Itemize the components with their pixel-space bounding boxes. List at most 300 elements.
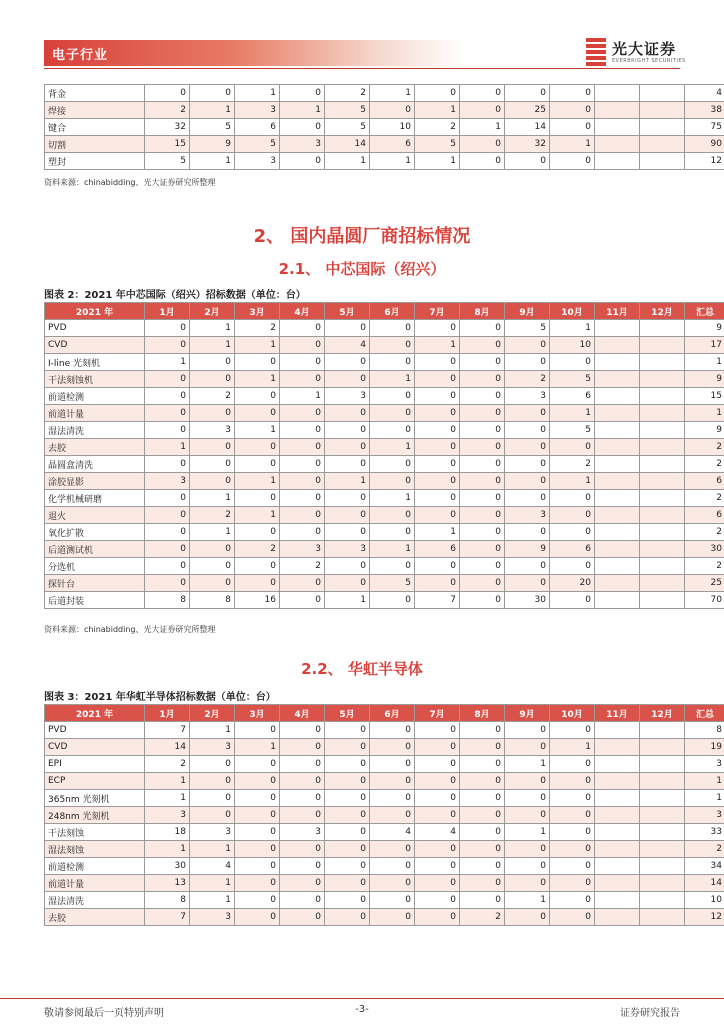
row-label: CVD [45,337,145,354]
table-cell: 0 [235,456,280,473]
row-label: 去胶 [45,909,145,926]
table-row [45,592,724,609]
table-cell [640,473,685,490]
table-cell: 0 [505,405,550,422]
column-header: 5月 [325,303,370,320]
table-cell: 0 [415,790,460,807]
table-cell: 3 [325,388,370,405]
column-header: 汇总 [685,303,724,320]
column-header: 10月 [550,303,595,320]
table-cell: 3 [190,422,235,439]
table-cell: 1 [505,756,550,773]
table-cell: 0 [280,85,325,102]
table-cell: 1 [325,473,370,490]
table-cell: 0 [505,558,550,575]
table-cell: 0 [550,119,595,136]
table-cell [640,773,685,790]
table-cell: 2 [685,439,724,456]
table-cell: 1 [190,490,235,507]
table-cell [595,841,640,858]
table-cell: 5 [550,371,595,388]
table-cell: 14 [325,136,370,153]
table-cell: 1 [145,790,190,807]
table-cell: 0 [505,85,550,102]
table-cell [595,337,640,354]
table-cell: 2 [280,558,325,575]
table-cell: 0 [325,558,370,575]
table-cell: 2 [685,490,724,507]
table-cell: 10 [370,119,415,136]
table-cell: 0 [190,756,235,773]
table-cell: 0 [145,490,190,507]
table-cell [595,371,640,388]
table-cell [640,575,685,592]
table-cell: 6 [685,473,724,490]
table-cell [640,756,685,773]
table-cell [595,507,640,524]
table-cell [595,790,640,807]
footer-report-type: 证券研究报告 [620,1008,680,1019]
footer-divider [0,998,724,999]
table-cell: 0 [235,875,280,892]
row-label: 键合 [45,119,145,136]
table-cell: 3 [280,136,325,153]
table-row [45,507,724,524]
table-cell: 0 [370,102,415,119]
table-cell [640,875,685,892]
table-cell: 0 [325,422,370,439]
table-cell: 10 [685,892,724,909]
table-cell: 1 [190,153,235,170]
table-cell: 1 [190,320,235,337]
table-cell [640,524,685,541]
table-cell [640,422,685,439]
table-cell: 0 [460,892,505,909]
table-cell: 9 [685,422,724,439]
table-cell: 0 [280,756,325,773]
table-cell: 1 [235,507,280,524]
row-label: PVD [45,320,145,337]
table-row [45,875,724,892]
table-cell: 0 [325,456,370,473]
column-header: 11月 [595,303,640,320]
table-cell: 0 [325,909,370,926]
table-cell: 90 [685,136,724,153]
table-cell: 7 [415,592,460,609]
table-cell: 0 [280,337,325,354]
table-cell: 0 [415,507,460,524]
table-cell: 1 [370,541,415,558]
table-cell: 0 [415,858,460,875]
table-cell: 3 [145,807,190,824]
table-cell: 0 [280,422,325,439]
column-header: 9月 [505,705,550,722]
table-cell [595,575,640,592]
column-header: 5月 [325,705,370,722]
row-label: 焊接 [45,102,145,119]
table-cell: 1 [145,439,190,456]
table-cell: 0 [505,722,550,739]
table-row [45,136,724,153]
table-cell: 0 [190,807,235,824]
table-cell: 0 [145,337,190,354]
table-row [45,739,724,756]
table-cell: 32 [505,136,550,153]
table-cell: 0 [460,473,505,490]
table-cell: 6 [415,541,460,558]
page-number: -3- [355,1004,369,1015]
table-cell: 4 [190,858,235,875]
table-cell [595,592,640,609]
table-cell [595,558,640,575]
table-cell: 2 [145,756,190,773]
table-cell [640,153,685,170]
row-label: 背金 [45,85,145,102]
table-cell: 0 [190,790,235,807]
table-cell: 5 [550,422,595,439]
table-cell [640,337,685,354]
table-cell: 9 [685,371,724,388]
table-cell: 4 [685,85,724,102]
column-header: 汇总 [685,705,724,722]
table-cell: 1 [190,722,235,739]
table-row [45,388,724,405]
table-cell [595,388,640,405]
table-cell [640,119,685,136]
table-cell: 0 [460,320,505,337]
table-cell [595,136,640,153]
table-cell: 0 [460,371,505,388]
table-row [45,354,724,371]
column-header: 6月 [370,303,415,320]
table-cell: 1 [550,405,595,422]
table-cell: 0 [415,773,460,790]
table-cell: 0 [280,807,325,824]
row-label: 干法刻蚀 [45,824,145,841]
table-cell: 1 [460,119,505,136]
table-cell: 2 [235,541,280,558]
table-cell: 2 [190,388,235,405]
table-cell: 5 [325,119,370,136]
table-cell: 0 [460,739,505,756]
table-cell: 7 [145,909,190,926]
table-cell: 0 [550,153,595,170]
table-cell: 0 [235,909,280,926]
table-cell: 0 [460,388,505,405]
table-cell: 0 [370,388,415,405]
table-cell: 0 [280,473,325,490]
table-cell: 0 [325,490,370,507]
table-cell: 0 [505,456,550,473]
table-cell [595,473,640,490]
row-label: 分选机 [45,558,145,575]
table-row [45,439,724,456]
table-cell [640,136,685,153]
logo-mark-icon [586,38,606,66]
table-row [45,102,724,119]
table-3-caption: 图表 3：2021 年华虹半导体招标数据（单位：台） [44,692,276,703]
table-cell: 0 [235,405,280,422]
column-header: 7月 [415,303,460,320]
table-row [45,119,724,136]
table-cell [640,592,685,609]
column-header: 2021 年 [45,705,145,722]
table-cell: 0 [235,354,280,371]
table-cell: 3 [685,756,724,773]
table-cell: 0 [280,371,325,388]
row-label: CVD [45,739,145,756]
table-cell: 4 [325,337,370,354]
table-cell: 0 [460,841,505,858]
table-row [45,892,724,909]
table-cell: 0 [505,790,550,807]
table-cell: 0 [190,456,235,473]
table-cell: 0 [550,85,595,102]
table-cell [640,841,685,858]
row-label: 塑封 [45,153,145,170]
table-cell [595,439,640,456]
table-cell: 9 [505,541,550,558]
table-row [45,756,724,773]
table-cell [595,875,640,892]
table-cell [640,858,685,875]
row-label: ECP [45,773,145,790]
table-cell: 0 [325,858,370,875]
table-cell: 0 [505,739,550,756]
table-cell: 1 [685,354,724,371]
header-divider [44,68,680,69]
table-cell: 0 [325,405,370,422]
table-cell: 0 [550,354,595,371]
table-cell [595,858,640,875]
table-row [45,490,724,507]
table-cell [595,807,640,824]
table-cell: 0 [415,456,460,473]
table-cell: 0 [190,541,235,558]
table-cell: 1 [235,337,280,354]
table-row [45,824,724,841]
table-cell: 0 [190,85,235,102]
table-cell: 0 [370,858,415,875]
table-cell: 1 [415,153,460,170]
table-row [45,85,724,102]
table-cell: 0 [505,422,550,439]
column-header: 2月 [190,303,235,320]
table-cell [595,153,640,170]
table-cell: 0 [325,320,370,337]
table-cell: 0 [415,875,460,892]
table-cell: 0 [415,575,460,592]
table-cell: 0 [325,841,370,858]
table-cell: 0 [550,439,595,456]
table-cell: 0 [235,722,280,739]
table-cell: 0 [550,558,595,575]
table-cell: 5 [325,102,370,119]
row-label: 探针台 [45,575,145,592]
row-label: 后道封装 [45,592,145,609]
table-cell [640,807,685,824]
table-cell: 0 [460,354,505,371]
column-header: 9月 [505,303,550,320]
table-cell: 0 [415,909,460,926]
table-cell: 0 [235,575,280,592]
table-cell: 0 [460,858,505,875]
logo-subtext: EVERBRIGHT SECURITIES [612,58,686,64]
table-cell: 17 [685,337,724,354]
source-note-1: 资料来源：chinabidding、光大证券研究所整理 [44,178,216,187]
source-note-2: 资料来源：chinabidding、光大证券研究所整理 [44,625,216,634]
table-cell: 0 [370,422,415,439]
table-cell: 9 [190,136,235,153]
table-cell: 1 [505,892,550,909]
table-cell [595,756,640,773]
table-cell: 0 [145,507,190,524]
table-cell: 0 [190,558,235,575]
table-row [45,790,724,807]
table-cell [595,892,640,909]
table-cell [640,558,685,575]
row-label: 切割 [45,136,145,153]
row-label: 365nm 光刻机 [45,790,145,807]
table-cell: 0 [370,773,415,790]
column-header: 1月 [145,705,190,722]
table-cell: 0 [325,739,370,756]
table-cell: 0 [460,756,505,773]
table-cell [640,102,685,119]
table-cell: 3 [190,739,235,756]
table-cell [640,85,685,102]
table-cell: 10 [550,337,595,354]
row-label: I-line 光刻机 [45,354,145,371]
table-cell: 2 [145,102,190,119]
table-header-row [45,705,724,722]
row-label: 晶圆盒清洗 [45,456,145,473]
table-cell: 0 [460,337,505,354]
row-label: 前道计量 [45,875,145,892]
table-row [45,473,724,490]
table-cell: 0 [460,524,505,541]
table-cell: 0 [325,790,370,807]
table-cell: 0 [550,892,595,909]
row-label: 湿法清洗 [45,422,145,439]
table-cell: 1 [415,524,460,541]
table-cell: 1 [370,490,415,507]
table-cell: 0 [550,592,595,609]
table-cell: 19 [685,739,724,756]
table-cell: 0 [235,439,280,456]
table-cell: 0 [370,507,415,524]
table-cell: 38 [685,102,724,119]
table-cell: 0 [550,773,595,790]
table-cell: 0 [505,575,550,592]
table-cell: 0 [460,456,505,473]
table-cell: 1 [325,153,370,170]
table-cell: 0 [415,422,460,439]
table-cell: 0 [280,153,325,170]
table-cell: 0 [235,773,280,790]
table-cell: 0 [460,153,505,170]
table-cell: 0 [415,354,460,371]
table-cell: 70 [685,592,724,609]
table-cell: 0 [370,592,415,609]
table-cell: 0 [415,439,460,456]
table-cell: 0 [370,558,415,575]
table-cell: 0 [505,490,550,507]
table-cell: 3 [505,388,550,405]
table-cell [640,388,685,405]
table-cell [595,85,640,102]
table-cell: 0 [280,790,325,807]
table-cell: 1 [145,354,190,371]
logo-text: 光大证券 [612,40,677,58]
table-cell: 6 [370,136,415,153]
section-2-2-title: 2.2、 华虹半导体 [301,660,423,678]
table-cell [595,102,640,119]
table-cell [640,371,685,388]
table-cell: 0 [460,824,505,841]
table-cell: 0 [505,841,550,858]
table-cell: 1 [370,439,415,456]
table-row [45,320,724,337]
table-cell [595,405,640,422]
column-header: 6月 [370,705,415,722]
table-cell: 2 [685,841,724,858]
table-cell: 0 [280,592,325,609]
table-cell: 34 [685,858,724,875]
table-cell: 0 [460,790,505,807]
table-cell: 0 [280,773,325,790]
table-row [45,575,724,592]
table-cell: 1 [685,790,724,807]
table-cell: 1 [370,153,415,170]
table-cell: 0 [460,592,505,609]
header-section-title: 电子行业 [52,48,109,63]
table-cell: 0 [460,575,505,592]
table-cell: 1 [235,739,280,756]
table-cell: 0 [550,490,595,507]
table-cell: 15 [145,136,190,153]
table-cell [595,722,640,739]
table-cell: 0 [190,575,235,592]
table-cell [640,507,685,524]
table-cell: 2 [505,371,550,388]
table-cell: 0 [370,524,415,541]
table-cell: 0 [370,875,415,892]
table-header-row [45,303,724,320]
table-cell: 0 [550,524,595,541]
table-cell: 3 [190,909,235,926]
table-cell: 1 [190,102,235,119]
table-cell: 1 [415,337,460,354]
table-cell: 25 [685,575,724,592]
table-cell [595,456,640,473]
table-cell: 0 [505,337,550,354]
table-cell: 1 [550,473,595,490]
table-cell: 1 [190,892,235,909]
table-cell: 0 [505,524,550,541]
table-row [45,541,724,558]
table-cell: 0 [280,841,325,858]
table-cell: 0 [235,841,280,858]
table-cell: 0 [415,722,460,739]
table-cell: 0 [325,722,370,739]
table-cell: 0 [460,405,505,422]
table-cell: 0 [325,824,370,841]
row-label: 248nm 光刻机 [45,807,145,824]
table-cell: 1 [235,422,280,439]
table-cell: 0 [415,756,460,773]
table-cell: 0 [370,473,415,490]
